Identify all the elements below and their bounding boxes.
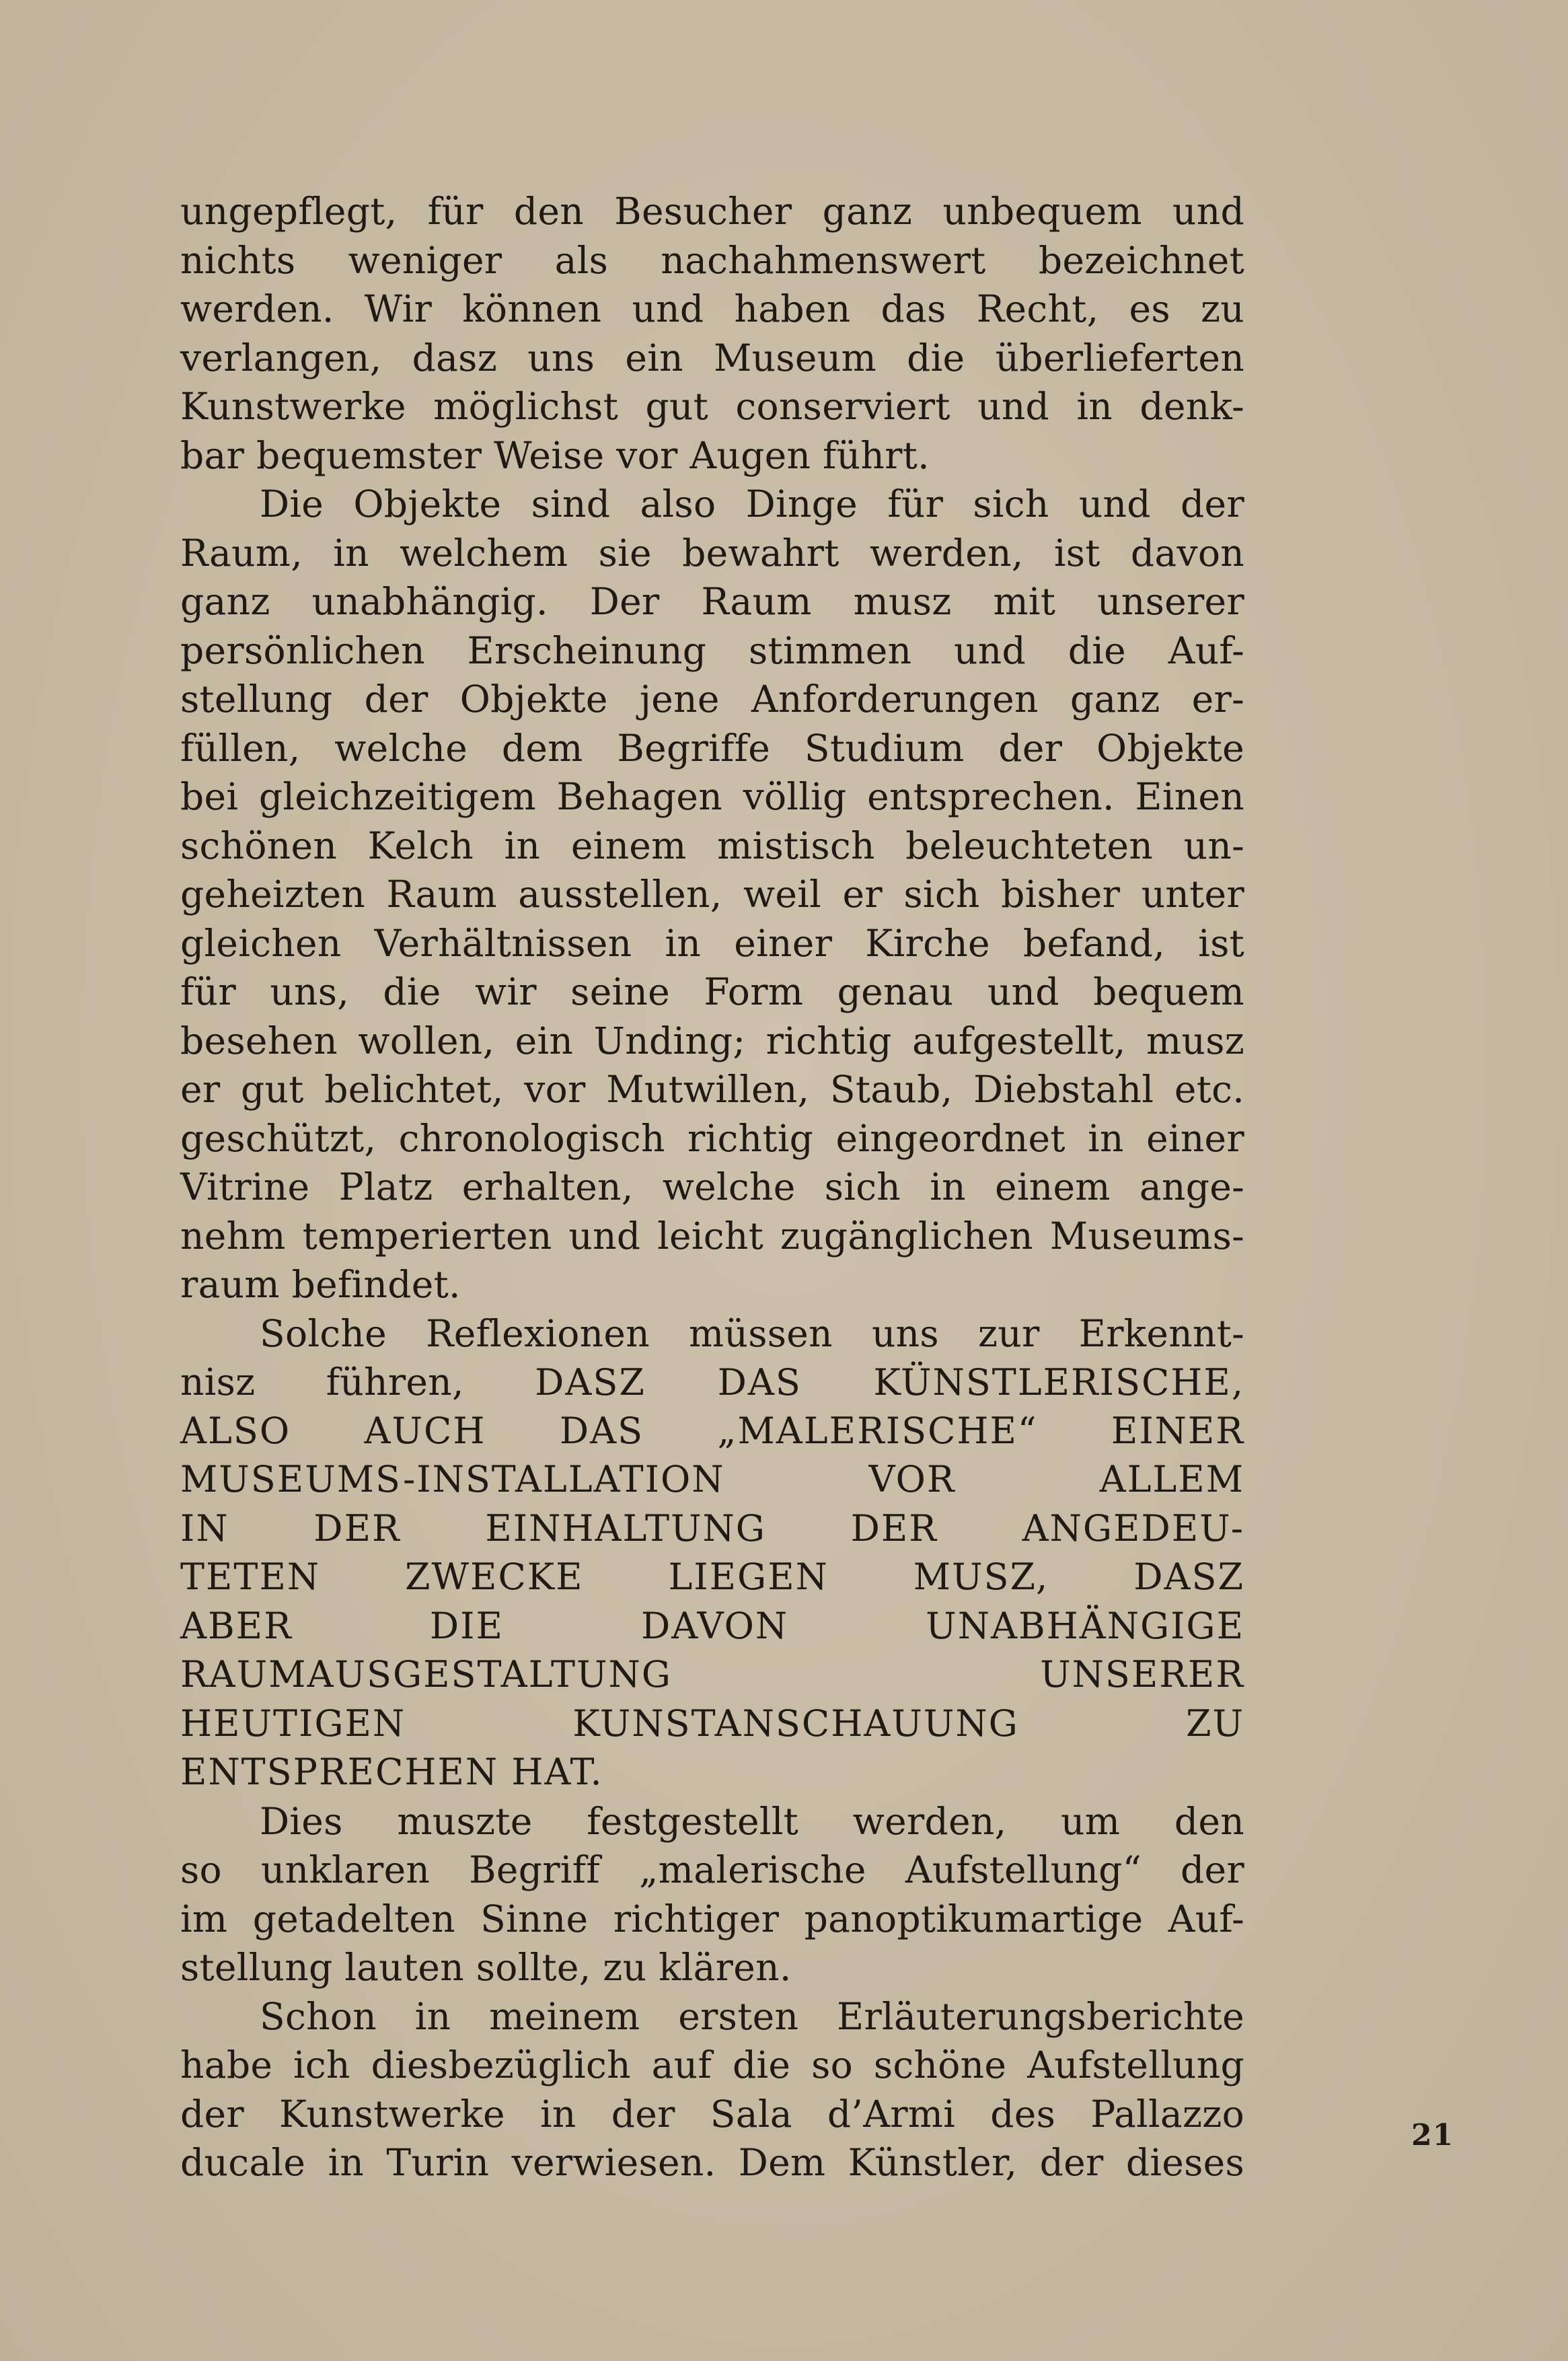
emphasis-caps-line: ENTSPRECHEN HAT. xyxy=(180,1751,603,1793)
text-segment: nisz führen, xyxy=(180,1360,464,1404)
text-line: Kunstwerke möglichst gut conserviert und in denk- xyxy=(180,385,1244,428)
text-line: ducale in Turin verwiesen. Dem Künstler, der dieses xyxy=(180,2141,1244,2184)
text-line: Vitrine Platz erhalten, welche sich in einem ange- xyxy=(180,1165,1244,1208)
text-line: im getadelten Sinne richtiger panoptikumartige Auf- xyxy=(180,1897,1244,1940)
text-line: raum befindet. xyxy=(180,1263,461,1306)
text-line: Dies muszte festgestellt werden, um den xyxy=(260,1799,1244,1843)
text-line: werden. Wir können und haben das Recht, es zu xyxy=(180,287,1244,330)
text-line: der Kunstwerke in der Sala d’Armi des Pallazzo xyxy=(180,2092,1244,2136)
text-line: füllen, welche dem Begriffe Studium der Objekte xyxy=(180,726,1244,770)
page-number: 21 xyxy=(1411,2118,1454,2152)
text-line: besehen wollen, ein Unding; richtig aufgestellt, musz xyxy=(180,1019,1244,1062)
text-line: für uns, die wir seine Form genau und bequem xyxy=(180,970,1244,1013)
text-line: so unklaren Begriff „malerische Aufstellung“ der xyxy=(180,1848,1244,1891)
text-line: verlangen, dasz uns ein Museum die überlieferten xyxy=(180,336,1244,379)
emphasis-caps-line: ALSO AUCH DAS „MALERISCHE“ EINER xyxy=(180,1409,1244,1452)
text-line: bei gleichzeitigem Behagen völlig entsprechen. Einen xyxy=(180,775,1244,818)
text-line: schönen Kelch in einem mistisch beleuchteten un- xyxy=(180,824,1244,867)
emphasis-caps-line: ABER DIE DAVON UNABHÄNGIGE xyxy=(180,1604,1244,1647)
text-line: ganz unabhängig. Der Raum musz mit unserer xyxy=(180,580,1244,623)
text-block xyxy=(180,187,1244,2187)
emphasis-caps-line: IN DER EINHALTUNG DER ANGEDEU- xyxy=(180,1506,1244,1550)
text-line: er gut belichtet, vor Mutwillen, Staub, Diebstahl etc. xyxy=(180,1068,1244,1111)
text-line: persönlichen Erscheinung stimmen und die Auf- xyxy=(180,628,1244,672)
text-line: gleichen Verhältnissen in einer Kirche befand, ist xyxy=(180,921,1244,965)
text-line: bar bequemster Weise vor Augen führt. xyxy=(180,433,930,477)
text-line xyxy=(180,1358,1244,1407)
emphasis-caps-line: MUSEUMS-INSTALLATION VOR ALLEM xyxy=(180,1458,1244,1500)
emphasis-caps-line: RAUMAUSGESTALTUNG UNSERER xyxy=(180,1653,1244,1696)
text-line: Die Objekte sind also Dinge für sich und der xyxy=(260,482,1244,525)
text-line: Schon in meinem ersten Erläuterungsberichte xyxy=(260,1994,1244,2038)
text-line: habe ich diesbezüglich auf die so schöne Aufstellung xyxy=(180,2043,1244,2086)
emphasis-caps-segment: DASZ DAS KÜNSTLERISCHE, xyxy=(535,1361,1244,1404)
emphasis-caps-line: TETEN ZWECKE LIEGEN MUSZ, DASZ xyxy=(180,1556,1244,1598)
text-line: stellung lauten sollte, zu klären. xyxy=(180,1946,792,1989)
text-line: geheizten Raum ausstellen, weil er sich bisher unter xyxy=(180,873,1244,916)
text-line: nehm temperierten und leicht zugänglichen Museums- xyxy=(180,1214,1244,1258)
text-line: stellung der Objekte jene Anforderungen ganz er- xyxy=(180,678,1244,721)
text-line: nichts weniger als nachahmenswert bezeichnet xyxy=(180,238,1244,282)
text-line: Solche Reflexionen müssen uns zur Erkennt- xyxy=(260,1311,1244,1355)
emphasis-caps-line: HEUTIGEN KUNSTANSCHAUUNG ZU xyxy=(180,1702,1244,1745)
text-line: ungepflegt, für den Besucher ganz unbequem und xyxy=(180,190,1244,233)
text-line: Raum, in welchem sie bewahrt werden, ist davon xyxy=(180,531,1244,575)
text-line: geschützt, chronologisch richtig eingeordnet in einer xyxy=(180,1116,1244,1160)
